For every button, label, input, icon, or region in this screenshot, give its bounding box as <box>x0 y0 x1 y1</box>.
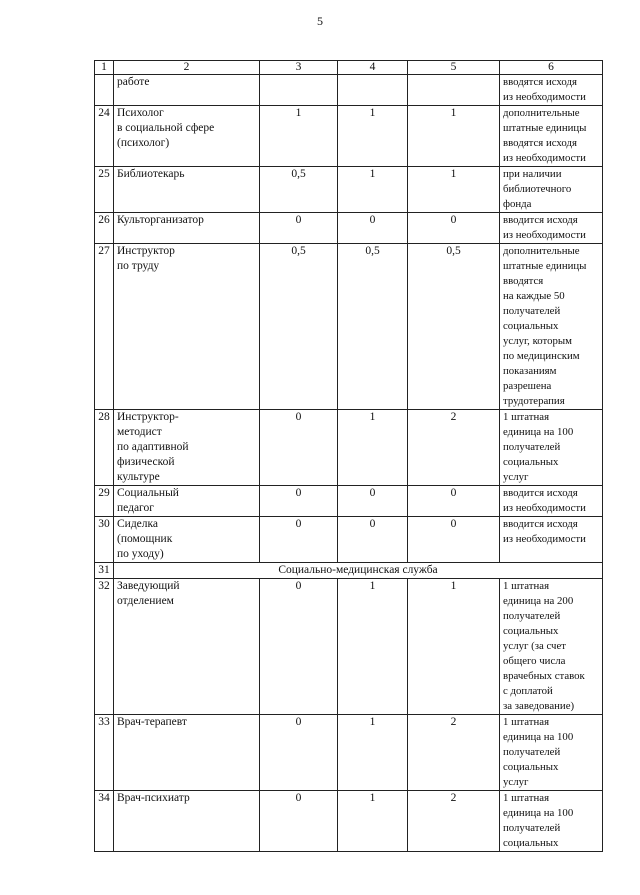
position-name: Библиотекарь <box>114 167 260 213</box>
position-name: Психолог в социальной сфере (психолог) <box>114 106 260 167</box>
position-name: Заведующий отделением <box>114 579 260 715</box>
page-number: 5 <box>317 14 323 28</box>
table-row <box>95 244 603 410</box>
value-col4: 1 <box>338 715 408 791</box>
table-row <box>95 486 603 517</box>
row-number <box>95 75 114 106</box>
header-cell: 2 <box>114 61 260 75</box>
position-name: Врач-психиатр <box>114 791 260 852</box>
header-row <box>95 61 603 75</box>
row-number: 33 <box>95 715 114 791</box>
value-col3: 0 <box>260 410 338 486</box>
value-col5: 0,5 <box>408 244 500 410</box>
row-note: при наличии библиотечного фонда <box>500 167 603 213</box>
value-col5: 1 <box>408 579 500 715</box>
position-name: Социальный педагог <box>114 486 260 517</box>
value-col3: 0 <box>260 213 338 244</box>
value-col4: 1 <box>338 579 408 715</box>
row-number: 24 <box>95 106 114 167</box>
table-row <box>95 517 603 563</box>
table-row <box>95 715 603 791</box>
section-row <box>95 563 603 579</box>
row-number: 29 <box>95 486 114 517</box>
position-name: Инструктор- методист по адаптивной физической культуре <box>114 410 260 486</box>
table-row <box>95 167 603 213</box>
staff-table <box>94 60 603 852</box>
value-col4: 0,5 <box>338 244 408 410</box>
value-col5: 0 <box>408 517 500 563</box>
value-col4: 0 <box>338 213 408 244</box>
value-col5: 1 <box>408 167 500 213</box>
value-col5 <box>408 75 500 106</box>
value-col5: 0 <box>408 213 500 244</box>
value-col5: 2 <box>408 715 500 791</box>
row-note: вводится исходя из необходимости <box>500 213 603 244</box>
table-row <box>95 75 603 106</box>
value-col5: 2 <box>408 410 500 486</box>
value-col4: 1 <box>338 791 408 852</box>
value-col5: 1 <box>408 106 500 167</box>
value-col3 <box>260 75 338 106</box>
position-name: Врач-терапевт <box>114 715 260 791</box>
value-col3: 0 <box>260 579 338 715</box>
table-row <box>95 106 603 167</box>
value-col4: 0 <box>338 517 408 563</box>
value-col3: 0 <box>260 486 338 517</box>
position-name: Сиделка (помощник по уходу) <box>114 517 260 563</box>
row-number: 31 <box>95 563 114 579</box>
position-name: Культорганизатор <box>114 213 260 244</box>
value-col4 <box>338 75 408 106</box>
value-col4: 1 <box>338 167 408 213</box>
row-note: 1 штатная единица на 100 получателей социальных услуг <box>500 715 603 791</box>
value-col4: 1 <box>338 106 408 167</box>
table-row <box>95 791 603 852</box>
position-name: Инструктор по труду <box>114 244 260 410</box>
row-note: 1 штатная единица на 200 получателей социальных услуг (за счет общего числа врачебных ставок с доплатой за заведование) <box>500 579 603 715</box>
value-col4: 0 <box>338 486 408 517</box>
section-title: Социально-медицинская служба <box>114 563 603 579</box>
row-number: 25 <box>95 167 114 213</box>
header-cell: 4 <box>338 61 408 75</box>
row-number: 30 <box>95 517 114 563</box>
table-row <box>95 579 603 715</box>
header-cell: 5 <box>408 61 500 75</box>
value-col3: 0 <box>260 791 338 852</box>
value-col5: 2 <box>408 791 500 852</box>
position-name: работе <box>114 75 260 106</box>
header-cell: 6 <box>500 61 603 75</box>
value-col3: 1 <box>260 106 338 167</box>
row-number: 26 <box>95 213 114 244</box>
value-col3: 0 <box>260 715 338 791</box>
row-note: 1 штатная единица на 100 получателей социальных <box>500 791 603 852</box>
row-note: вводятся исходя из необходимости <box>500 75 603 106</box>
table-row <box>95 213 603 244</box>
row-note: дополнительные штатные единицы вводятся на каждые 50 получателей социальных услуг, которым по медицинским показаниям разрешена трудотерапия <box>500 244 603 410</box>
value-col5: 0 <box>408 486 500 517</box>
value-col4: 1 <box>338 410 408 486</box>
header-cell: 3 <box>260 61 338 75</box>
value-col3: 0,5 <box>260 167 338 213</box>
row-number: 34 <box>95 791 114 852</box>
value-col3: 0,5 <box>260 244 338 410</box>
row-number: 32 <box>95 579 114 715</box>
row-number: 27 <box>95 244 114 410</box>
table-row <box>95 410 603 486</box>
row-note: дополнительные штатные единицы вводятся исходя из необходимости <box>500 106 603 167</box>
value-col3: 0 <box>260 517 338 563</box>
row-note: вводится исходя из необходимости <box>500 517 603 563</box>
row-number: 28 <box>95 410 114 486</box>
row-note: 1 штатная единица на 100 получателей социальных услуг <box>500 410 603 486</box>
header-cell: 1 <box>95 61 114 75</box>
row-note: вводится исходя из необходимости <box>500 486 603 517</box>
